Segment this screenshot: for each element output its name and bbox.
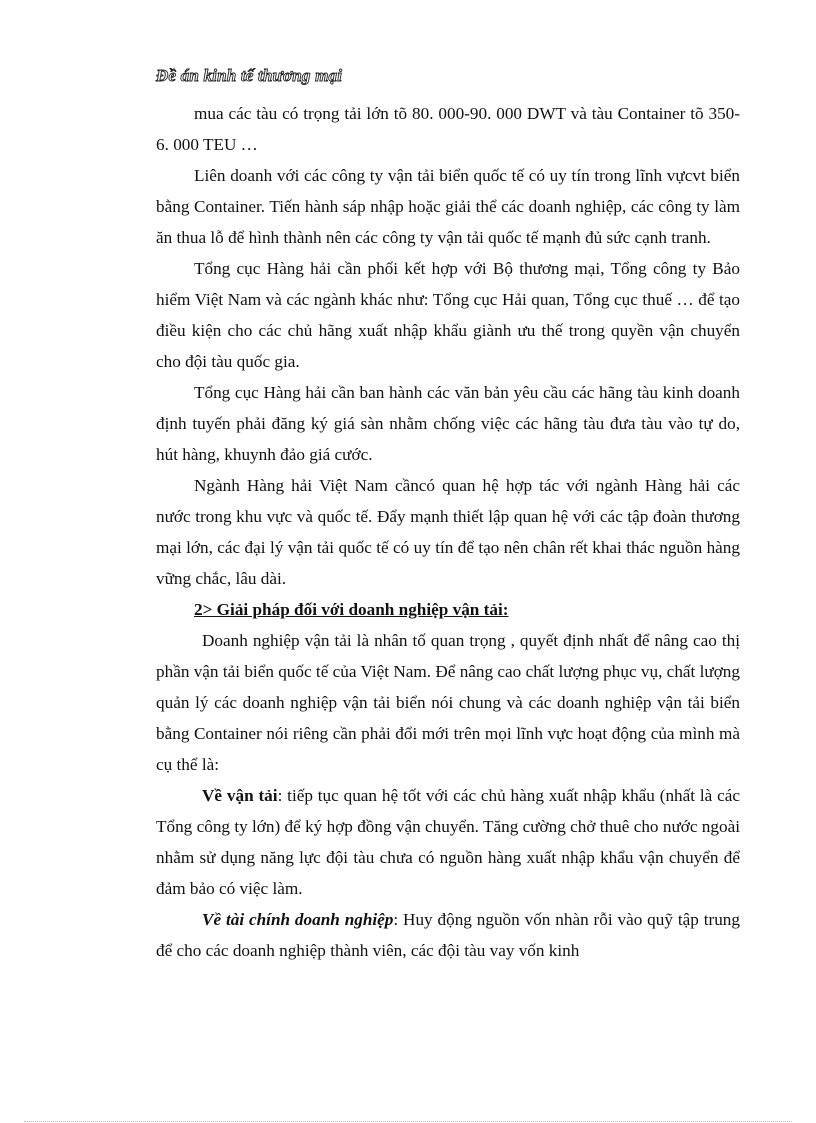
- paragraph-joint-venture: Liên doanh với các công ty vận tải biển quốc tế có uy tín trong lĩnh vựcvt biển bằng Container. Tiến hành sáp nhập hoặc giải thể các doanh nghiệp, các công ty làm ăn thua lỗ để hình thành nên các công ty vận tải quốc tế mạnh đủ sức cạnh tranh.: [156, 166, 740, 247]
- paragraph-continuation: mua các tàu có trọng tải lớn tõ 80. 000-90. 000 DWT và tàu Container tõ 350-6. 000 TEU …: [156, 104, 740, 154]
- transport-text: : tiếp tục quan hệ tốt với các chủ hàng xuất nhập khẩu (nhất là các Tổng công ty lớn) để ký hợp đồng vận chuyển. Tăng cường chở thuê cho nước ngoài nhằm sử dụng năng lực đội tàu chưa có nguồn hàng xuất nhập khẩu vận chuyển để đảm bảo có việc làm.: [156, 786, 740, 898]
- paragraph-finance: [156, 904, 740, 966]
- page-footer-divider: [24, 1121, 792, 1122]
- page-header: Đề án kinh tế thương mại: [156, 66, 343, 85]
- paragraph-maritime-coordination: Tổng cục Hàng hải cần phối kết hợp với Bộ thương mại, Tổng công ty Bảo hiểm Việt Nam và các ngành khác như: Tổng cục Hải quan, Tổng cục thuế … để tạo điều kiện cho các chủ hãng xuất nhập khẩu giành ưu thế trong quyền vận chuyển cho đội tàu quốc gia.: [156, 259, 740, 371]
- paragraph-enterprise: Doanh nghiệp vận tải là nhân tố quan trọng , quyết định nhất để nâng cao thị phần vận tải biển quốc tế của Việt Nam. Để nâng cao chất lượng phục vụ, chất lượng quản lý các doanh nghiệp vận tải biển nói chung và các doanh nghiệp vận tải biển bằng Container nói riêng cần phải đổi mới trên mọi lĩnh vực hoạt động của mình mà cụ thể là:: [156, 631, 740, 774]
- paragraph-floor-price: Tổng cục Hàng hải cần ban hành các văn bản yêu cầu các hãng tàu kinh doanh định tuyến phải đăng ký giá sàn nhằm chống việc các hãng tàu đưa tàu vào tự do, hút hàng, khuynh đảo giá cước.: [156, 383, 740, 464]
- transport-label: Về vận tải: [202, 786, 278, 805]
- paragraph-cooperation: Ngành Hàng hải Việt Nam cầncó quan hệ hợp tác với ngành Hàng hải các nước trong khu vực và quốc tế. Đẩy mạnh thiết lập quan hệ với các tập đoàn thương mại lớn, các đại lý vận tải quốc tế có uy tín để tạo nên chân rết khai thác nguồn hàng vững chắc, lâu dài.: [156, 476, 740, 588]
- finance-label: Về tài chính doanh nghiệp: [202, 910, 394, 929]
- finance-text: : Huy động nguồn vốn nhàn rỗi vào quỹ tập trung để cho các doanh nghiệp thành viên, các đội tàu vay vốn kinh: [156, 910, 740, 960]
- paragraph-transport: [156, 780, 740, 904]
- section-heading: 2> Giải pháp đối với doanh nghiệp vận tải:: [194, 600, 509, 619]
- document-body: [156, 98, 740, 966]
